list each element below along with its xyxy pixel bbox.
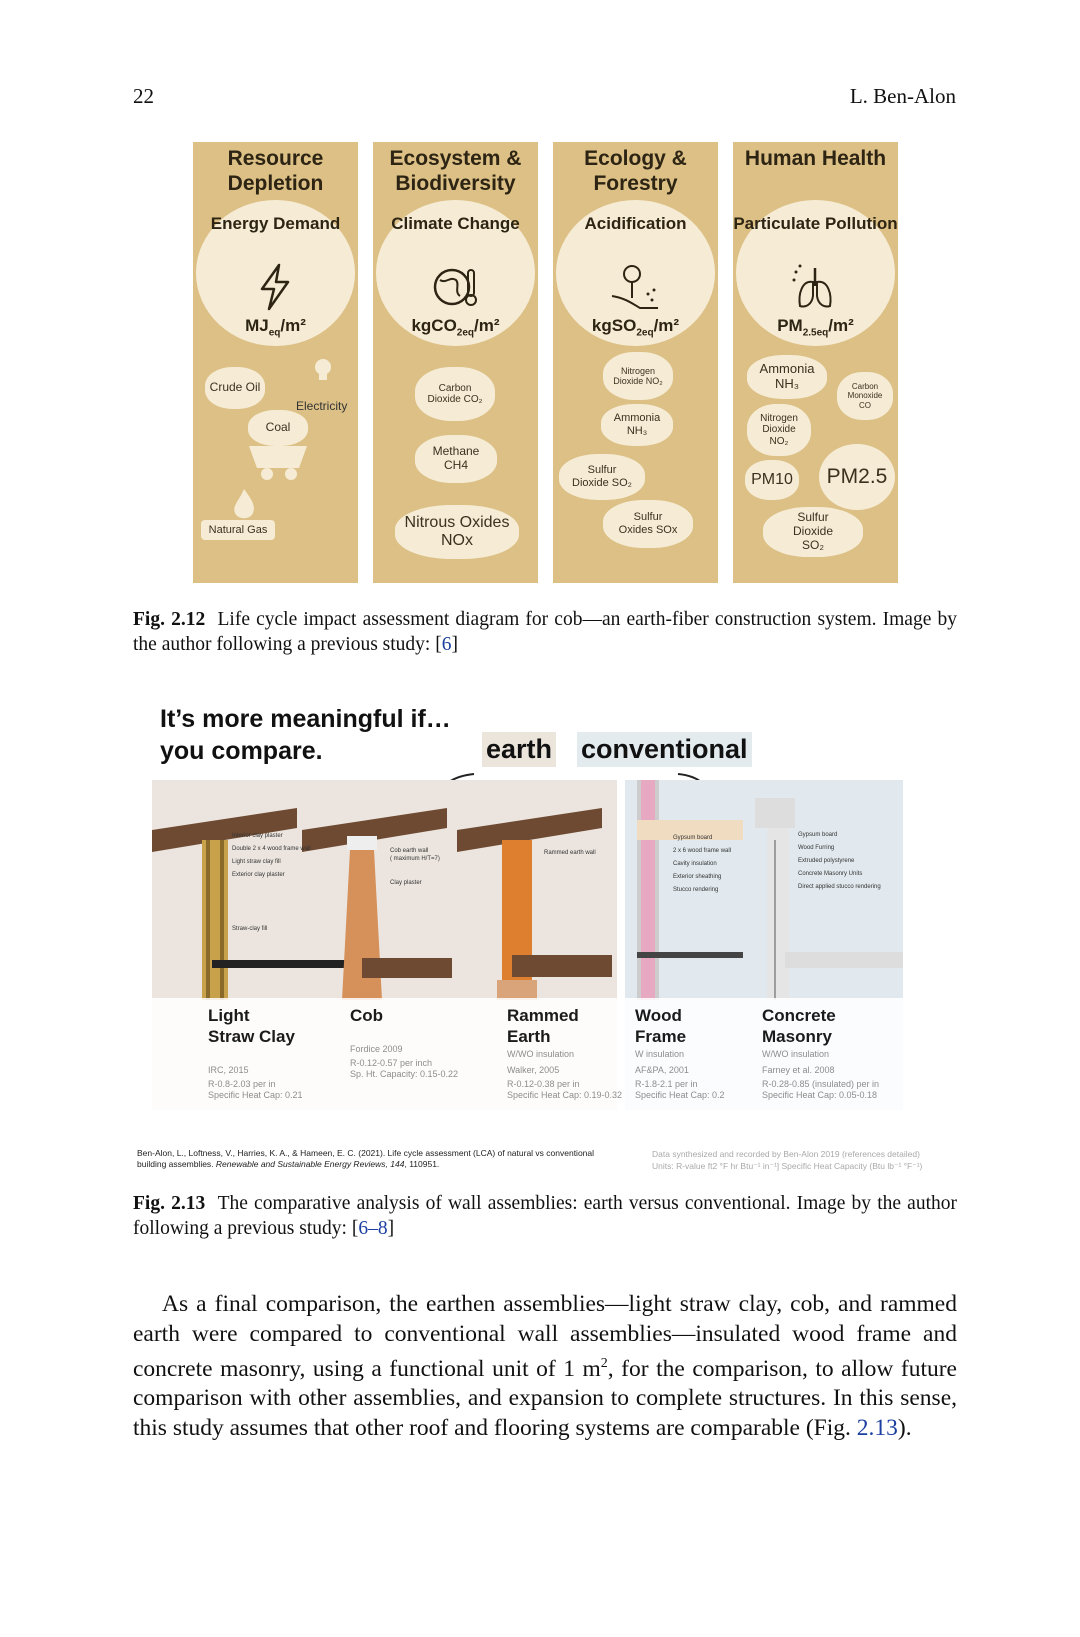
source-cloud: Crude Oil [205,367,265,409]
impact-unit: $PM_{2.5eq}/m^2$ [777,316,854,339]
impact-unit: kgSO$_{2eq}$/m² [591,316,680,339]
assembly-concrete-masonry: Concrete Masonry W/WO insulation Farney et al. 2008 R-0.28-0.85 (insulated) per in Specific Heat Cap: 0.05-0.18 [762,1006,880,1100]
source-cloud: Natural Gas [201,520,275,540]
component-label: Wood Furring [798,845,835,851]
emission-cloud: Sulfur Dioxide SO₂ [763,507,863,557]
component-label: Straw-clay fill [232,926,268,932]
figure-reference-link[interactable]: 2.13 [856,1414,898,1441]
caption-citation-link[interactable]: 6 [441,634,452,655]
figure-2-13 [132,700,958,1182]
component-label: Gypsum board [673,835,713,841]
component-label: Concrete Masonry Units [798,871,863,877]
figure-2-12-caption: Fig. 2.12 Life cycle impact assessment diagram for cob—an earth-fiber construction system. Image by the author following a previous study: [6] [133,609,957,655]
component-label: Cob earth wall [390,848,429,854]
source-cloud: Coal [248,410,308,446]
component-label: Stucco rendering [673,887,719,893]
emission-cloud: Methane CH4 [415,435,497,483]
earth-tag: earth [482,732,556,767]
impact-column-resource-depletion [193,142,358,583]
component-label: Exterior sheathing [673,874,722,880]
body-paragraph: As a final comparison, the earthen assemblies—light straw clay, cob, and rammed earth were compared to conventional wall assemblies—insulated wood frame and concrete masonry, using a functional unit of 1 $m^2$, for the comparison, to allow future comparison with other assemblies, and expansion to complete structures. In this sense, this study assumes that other roof and flooring systems are comparable (Fig. 2.13). [133,1291,957,1441]
figure-source-citation: Ben-Alon, L., Loftness, V., Harries, K. A., & Hameen, E. C. (2021). Life cycle assessment (LCA) of natural vs conventional building assemblies. Renewable and Sustainable Energy Reviews, 144, 110951. [137,1148,595,1169]
emission-cloud: PM10 [745,460,799,500]
impact-unit: $MJ_{eq}/m^2$ [245,316,306,339]
caption-citation-link[interactable]: 6–8 [358,1218,388,1239]
emission-cloud: Sulfur Oxides SOx [603,500,693,548]
earthen-wall-sections [152,780,617,1000]
emission-cloud: Nitrous Oxides NOx [395,505,519,559]
data-credit: Data synthesized and recorded by Ben-Alon 2019 (references detailed) Units: R-value ft2 °F hr Btu⁻¹ in⁻¹] Specific Heat Capacity (Btu lb⁻¹ °F⁻¹) [652,1149,923,1171]
component-label: Interior clay plaster [232,833,283,839]
impact-category-title: Resource Depletion [227,147,324,195]
impact-indicator: Particulate Pollution [733,214,898,233]
impact-category-title: Ecology & Forestry [584,147,687,195]
emission-cloud: Carbon Monoxide CO [837,372,893,420]
component-label: Gypsum board [798,832,838,838]
source-label: Electricity [296,399,348,413]
conventional-tag: conventional [577,732,752,767]
component-label: 2 x 6 wood frame wall [673,848,732,854]
impact-column-ecosystem [373,142,538,583]
component-label: Double 2 x 4 wood frame wall [232,846,311,852]
lightbulb-icon [311,357,335,383]
globe-thermometer-icon [430,262,480,312]
impact-column-ecology [553,142,718,583]
impact-unit: kgCO$_{2eq}$/m² [411,316,500,339]
emission-cloud: Carbon Dioxide CO₂ [415,367,495,421]
emission-cloud: Ammonia NH₃ [747,355,827,399]
component-label: Extruded polystyrene [798,858,855,864]
component-label: Cavity insulation [673,861,717,867]
impact-indicator: Energy Demand [210,214,341,233]
figure-headline-line-2: you compare. [160,737,323,765]
impact-category-title: Human Health [744,147,887,170]
assembly-wood-frame: Wood Frame W insulation AF&PA, 2001 R-1.8-2.1 per in Specific Heat Cap: 0.2 [635,1006,725,1100]
emission-cloud: PM2.5 [819,444,895,510]
emission-cloud: Ammonia NH₃ [601,404,673,446]
assembly-rammed-earth: Rammed Earth W/WO insulation Walker, 2005 R-0.12-0.38 per in Specific Heat Cap: 0.19-0.32 [507,1006,623,1100]
impact-category-title: Ecosystem & Biodiversity [389,147,522,195]
component-label: Light straw clay fill [232,859,281,865]
assembly-cob: Cob Fordice 2009 R-0.12-0.57 per inch Sp. Ht. Capacity: 0.15-0.22 [350,1006,459,1079]
lungs-icon [790,262,840,312]
component-label: Rammed earth wall [544,850,596,856]
component-label: Exterior clay plaster [232,872,285,878]
component-label: ( maximum H/T=7) [390,856,440,862]
conventional-wall-sections [625,780,903,1000]
figure-headline-line-1: It’s more meaningful if… [160,705,451,733]
component-label: Direct applied stucco rendering [798,884,881,890]
acid-rain-tree-icon [610,262,660,312]
figure-2-13-caption: Fig. 2.13 The comparative analysis of wall assemblies: earth versus conventional. Image by the author following a previous study: [6–8] [133,1193,957,1239]
component-label: Clay plaster [390,880,422,886]
coal-cart-icon [245,442,311,482]
emission-cloud: Nitrogen Dioxide NO₂ [747,404,811,456]
flame-icon [229,487,259,521]
page-number: 22 [133,84,154,108]
running-head-author: L. Ben-Alon [849,84,956,108]
assembly-light-straw-clay: Light Straw Clay IRC, 2015 R-0.8-2.03 per in Specific Heat Cap: 0.21 [208,1006,303,1100]
emission-cloud: Nitrogen Dioxide NO₂ [603,352,673,400]
emission-cloud: Sulfur Dioxide SO₂ [559,454,645,500]
impact-indicator: Acidification [584,214,687,233]
impact-column-human-health [733,142,898,583]
lightning-icon [250,262,300,312]
figure-2-12 [193,142,898,583]
impact-indicator: Climate Change [391,214,520,233]
